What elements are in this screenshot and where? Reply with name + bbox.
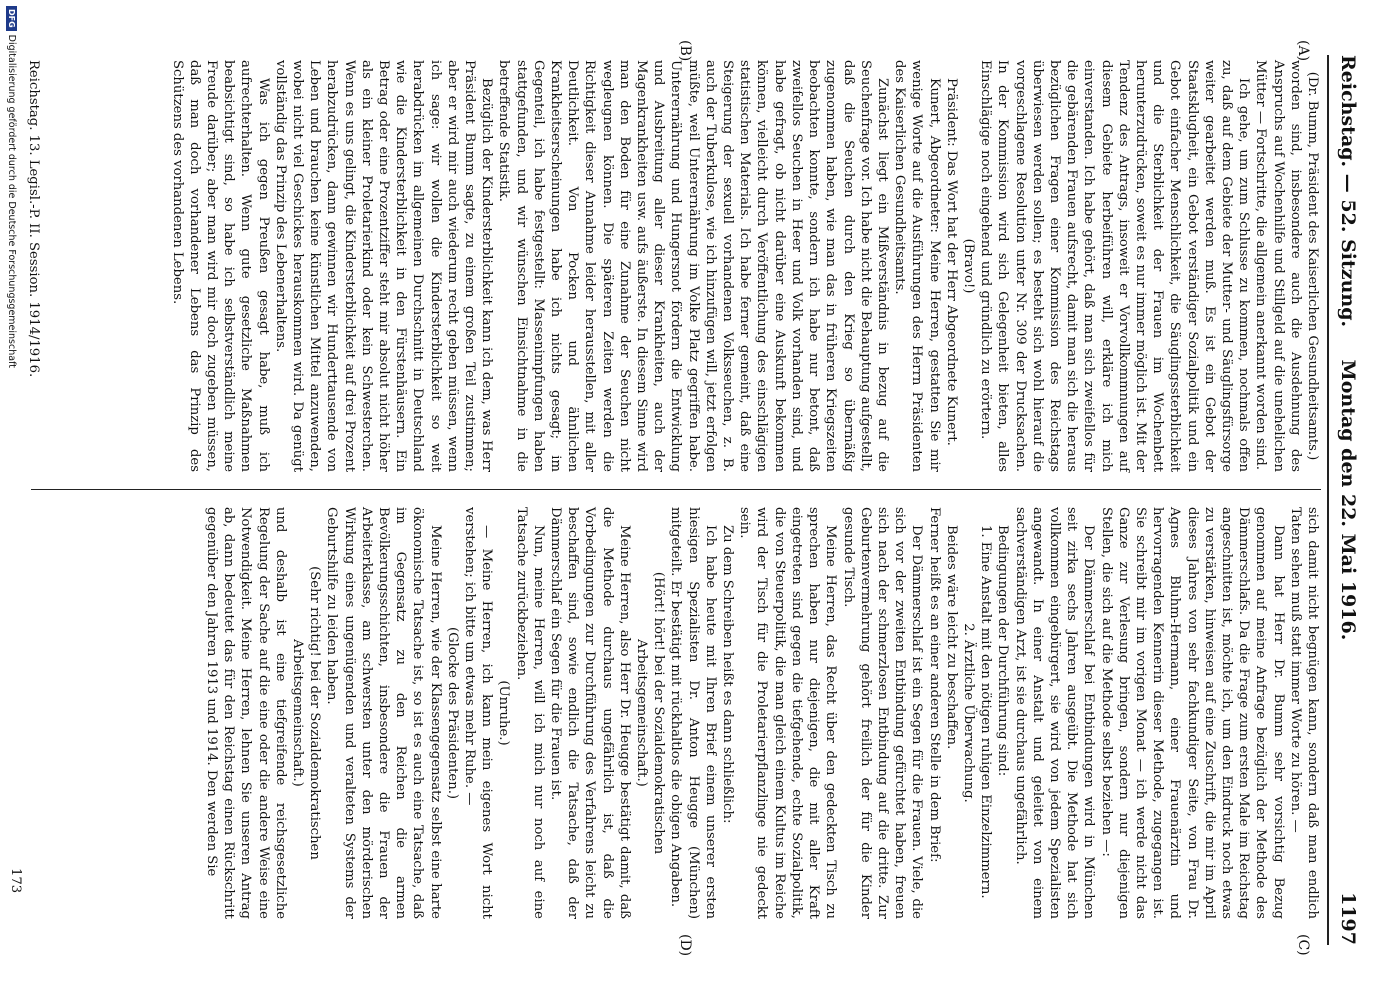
dfg-logo: DFG bbox=[6, 6, 17, 31]
quote: Der Dämmerschlaf bei Entbindungen wird in München seit zirka sechs Jahren ausgeübt. Die Methode hat sich vollkommen eingebürgert, sie wird von jedem Spezialisten angewandt. In einer Anstalt und geleitet von einem sachverständigen Arzt, ist sie durchaus ungefährlich. bbox=[1012, 507, 1097, 919]
paragraph: Meine Herren, das Recht über den gedeckten Tisch zu sprechen haben nur diejenigen, die mit aller Kraft eingetreten sind gegen die tiefgehende, echte Sozialpolitik, die von Steuerpolitik, die man gleich einem Kultus im Reiche wird der Tisch für die Proletarierpflanzlinge nie gedeckt sein. bbox=[737, 507, 839, 919]
page-number: 173 bbox=[8, 868, 23, 894]
quote: Ich habe heute mit Ihren Brief einem unserer ersten hiesigen Spezialisten Dr. Anton Heugge (München) mitgeteilt. Er bestätigt mit rückhaltlos die obigen Angaben. bbox=[668, 507, 718, 919]
paragraph: Bezüglich der Kindersterblichkeit kann ich dem, was Herr Präsident Bumm sagte, zu einem großen Teil zustimmen; aber er wird mir auch wiederum recht geben müssen, wenn ich sage: wir wollen die Kindersterblichkeit so weit herabdrücken im allgemeinen Durchschnitt in Deutschland wie die Kindersterblichkeit in den Fürstenhäusern. Ein Betrag oder eine Prozentziffer steht mir absolut nicht höher als ein kleiner Proletarierkind oder kein Schwesterchen. Wenn es uns gelingt, die Kindersterblichkeit auf drei Prozent herabzudrücken, dann gewinnen wir Hunderttausende von Leben und brauchen keine künstlichen Mittel anzuwenden, wobei nicht viel Geschickes herauskommen wird. Da genügt vollständig das Prinzip des Lebenerhaltens. bbox=[272, 60, 495, 472]
speaker-note: (Dr. Bumm, Präsident des Kaiserlichen Gesundheitsamts.) bbox=[1305, 71, 1320, 461]
column-divider bbox=[31, 489, 1321, 490]
funding-note bbox=[6, 0, 17, 1006]
right-column bbox=[203, 507, 1321, 919]
footer-reference: Reichstag. 13. Legisl.-P. II. Session. 1914/1916. bbox=[26, 60, 41, 378]
paragraph: sich damit nicht begnügen kann, sondern daß man endlich Taten sehen muß statt immer Worte zu hören. — bbox=[1287, 507, 1320, 919]
paragraph: Zunächst liegt ein Mißverständnis in bezug auf die Seuchenfrage vor. Ich habe nicht die Behauptung aufgestellt, daß die Seuchen durch den Krieg so übermäßig zugenommen haben, wie man das in früheren Kriegszeiten beobachten konnte, sondern ich habe nur betont, daß zweifellos Seuchen in Heer und Volk vorhanden sind, und habe gefragt, ob nicht darüber eine Auskunft bekommen können, vielleicht durch Veröffentlichung des einschlägigen statistischen Materials. Ich habe ferner gemeint, daß eine Steigerung der sexuell vorhandenen Volksseuchen, z. B. auch der Tuberkulose, wie ich hinzufügen will, jetzt erfolgen müßte, weil Unterernährung im Volke Platz gegriffen habe. Unterernährung und Hungersnot fördern die Entwicklung und Ausbreitung aller dieser Krankheiten, auch der Magenkrankheiten usw. aufs äußerste. In diesem Sinne wird man den Boden für eine Zunahme der Seuchen nicht wegleugnen können. Die späteren Zeiten werden die Richtigkeit dieser Annahme leider herausstellen, mit aller Deutlichkeit. Von Pocken und ähnlichen Krankheitserscheinungen habe ich nichts gesagt; im Gegenteil, ich habe festgestellt: Massenimpfungen haben stattgefunden, und wir wünschen Einsichtnahme in die betreffende Statistik. bbox=[496, 60, 890, 472]
paragraph: Meine Herren, also Herr Dr. Heugge bestätigt damit, daß die Methode durchaus ungefährlich ist, daß die Vorbedingungen zur Durchführung des Verfahrens leicht zu beschaffen sind, sowie endlich die Tatsache, daß der Dämmerschlaf ein Segen für die Frauen ist. bbox=[548, 507, 632, 919]
header-session: Reichstag. — 52. Sitzung. bbox=[1337, 55, 1359, 328]
paragraph: Kunert, Abgeordneter: Meine Herren, gestatten Sie mir wenige Worte auf die Ausführungen des Herrn Präsidenten des Kaiserlichen Gesundheitsamts. bbox=[892, 60, 942, 472]
interjection: (Sehr richtig! bei der Sozialdemokratischen Arbeitsgemeinschaft.) bbox=[290, 566, 323, 860]
quote: Beides wäre leicht zu beschaffen. bbox=[943, 525, 959, 750]
list-item: 2. Ärztliche Überwachung. bbox=[960, 623, 976, 803]
header-column-number: 1197 bbox=[1337, 892, 1359, 945]
margin-mark-b: (B) bbox=[677, 40, 693, 62]
quote: Der Dämmerschlaf ist ein Segen für die Frauen. Viele, die sich vor der zweiten Entbindung gefürchtet haben, freuen sich nach der schmerzlosen Entbindung auf die dritte. Zur Geburtenvermehrung gehört freilich der für die Kinder gesunde Tisch. bbox=[840, 507, 925, 919]
paragraph: Präsident: Das Wort hat der Herr Abgeordnete Kunert. bbox=[943, 78, 959, 446]
left-column bbox=[168, 60, 1321, 472]
paragraph: Nun, meine Herren, will ich mich nur noch auf eine Tatsache zurückbeziehen. bbox=[513, 507, 546, 919]
paragraph: Was ich gegen Preußen gesagt habe, muß ich aufrechterhalten. Wenn gute gesetzliche Maßnahmen beabsichtigt sind, so habe ich selbstverständlich meine Freude darüber; aber man wird mir doch zugeben müssen, daß man doch vorhandener Lebens das Prinzip des Schützens des vorhandenen Lebens. bbox=[169, 60, 271, 472]
header-date: Montag den 22. Mai 1916. bbox=[1337, 359, 1359, 641]
funding-note-text: Digitalisierung gefördert durch die Deutsche Forschungsgemeinschaft bbox=[6, 34, 17, 368]
list-item: 1. Eine Anstalt mit den nötigen ruhigen Einzelzimmern. bbox=[978, 525, 994, 899]
interjection: (Glocke des Präsidenten.) bbox=[444, 626, 460, 800]
paragraph: Zu dem Schreiben heißt es dann schließlich: bbox=[720, 525, 736, 824]
margin-mark-a: (A) bbox=[1295, 40, 1311, 62]
running-header bbox=[1327, 55, 1363, 945]
paragraph: Ich gehe, um zum Schlusse zu kommen, nochmals offen zu, daß auf dem Gebiete der Mutter- und Säuglingsfürsorge weiter gearbeitet werden muß. Es ist ein Gebot der Staatsklugheit, ein Gebot verständiger Sozialpolitik und ein Gebot einfacher Menschlichkeit, die Säuglingssterblichkeit und die Sterblichkeit der Frauen im Wochenbett herunterzudrücken, soweit es nur immer möglich ist. Mit der Tendenz des Antrags, insoweit er Vorvollkommnungen auf diesem Gebiete herbeiführen will, erkläre ich mich einverstanden. Ich habe gehört, daß man sich zweifellos für die gebärenden Frauen aufsrecht, damit man sich die heraus bezüglichen Fragen einer Kommission des Reichstags überwiesen werden sollen; es besteht sich wohl hierauf die vorgeschlagene Resolution unter Nr. 309 der Drucksachen. In der Kommission wird sich Gelegenheit bieten, alles Einschlägige noch eingehend und gründlich zu erörtern. bbox=[978, 60, 1252, 472]
paragraph: und deshalb ist eine tiefgreifende reichsgesetzliche Regelung der Sache auf die eine oder die andere Weise eine Notwendigkeit. Meine Herren, lehnen Sie unseren Antrag ab, dann bedeutet das für den Reichstag einen Rückschritt gegenüber den Jahren 1913 und 1914. Den werden Sie bbox=[204, 507, 288, 919]
paragraph: worden sind, insbesondere auch die Ausdehnung des Anspruchs auf Wochenhilfe und Stillgeld auf die unehelichen Mütter — Fortschritte, die allgemein anerkannt worden sind. bbox=[1253, 60, 1303, 472]
paragraph: Meine Herren, wie der Klassengegensatz selbst eine harte ökonomische Tatsache ist, so ist es auch eine Tatsache, daß im Gegensatz zu den Reichen die armen Bevölkerungsschichten, insbesondere die Frauen der Arbeiterklasse, am schwersten unter den mörderischen Wirkung eines ungenügenden und veralteten Systems der Geburtshilfe zu leiden haben. bbox=[324, 507, 443, 919]
margin-mark-c: (C) bbox=[1295, 934, 1311, 956]
interjection: (Hört! hört! bei der Sozialdemokratischen Arbeitsgemeinschaft.) bbox=[634, 571, 667, 855]
quote: Bedingungen der Durchführung sind: bbox=[995, 525, 1011, 777]
margin-mark-d: (D) bbox=[677, 934, 693, 957]
interjection: (Bravo!) bbox=[960, 238, 976, 294]
paragraph: Dann hat Herr Dr. Bumm sehr vorsichtig Bezug genommen auf meine Anfrage bezüglich der Methode des Dämmerschlafs. Da die Frage zum ersten Male im Reichstag angeschnitten ist, möchte ich, um den Eindruck noch etwas zu verstärken, hinweisen auf eine Zuschrift, die mir im April dieses Jahres von sehr fachkundiger Seite, von Frau Dr. Agnes Bluhm-Hermann, einer Frauenärztin und hervorragenden Kennerin dieser Methode, zugegangen ist. Sie schreibt mir im vorigen Monat — ich werde nicht das Ganze zur Verlesung bringen, sondern nur diejenigen Stellen, die sich auf die Methode selbst beziehen —: bbox=[1098, 507, 1286, 919]
interjection: (Unruhe.) bbox=[496, 680, 512, 746]
paragraph: Ferner heißt es an einer anderen Stelle in dem Brief: bbox=[926, 507, 942, 863]
paragraph: — Meine Herren, ich kann mein eigenes Wort nicht verstehen; ich bitte um etwas mehr Ruhe. — bbox=[462, 507, 495, 919]
